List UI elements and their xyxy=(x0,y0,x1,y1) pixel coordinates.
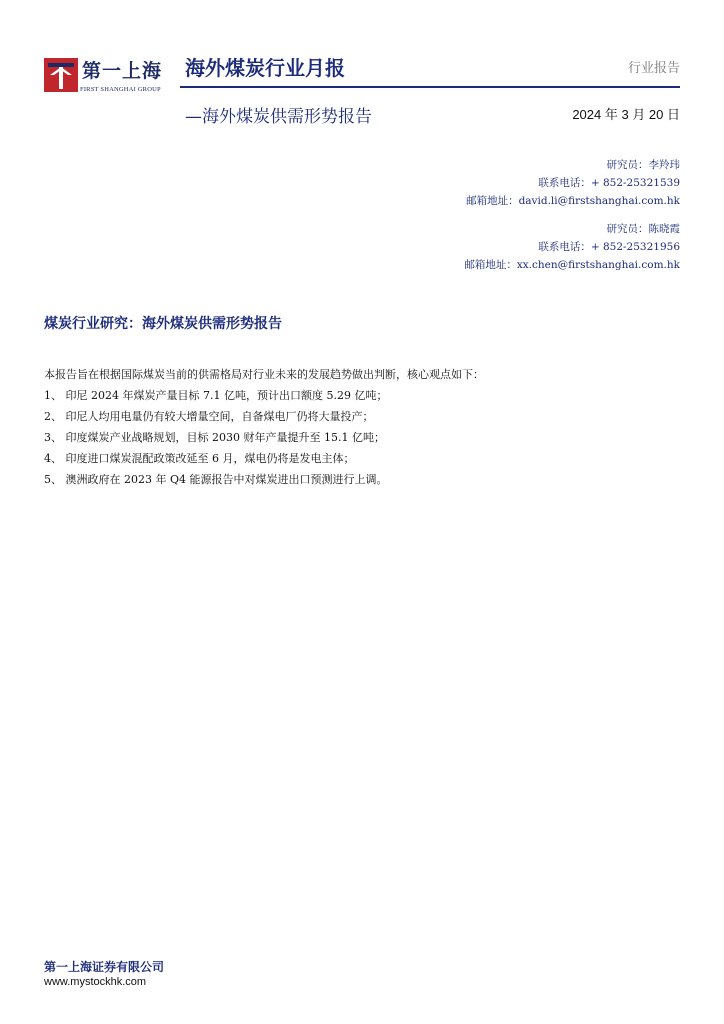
list-item: 5、 澳洲政府在 2023 年 Q4 能源报告中对煤炭进出口预测进行上调。 xyxy=(44,473,388,486)
report-title: 海外煤炭行业月报 xyxy=(185,56,345,80)
logo-chinese-name: 第一上海 xyxy=(82,60,163,82)
list-item: 1、 印尼 2024 年煤炭产量目标 7.1 亿吨，预计出口额度 5.29 亿吨； xyxy=(44,389,388,402)
list-item: 3、 印度煤炭产业战略规划，目标 2030 财年产量提升至 15.1 亿吨； xyxy=(44,431,385,444)
analyst-phone: 联系电话：+ 852-25321956 xyxy=(538,241,680,253)
analyst-block xyxy=(464,156,680,210)
list-item: 2、 印尼人均用电量仍有较大增量空间，自备煤电厂仍将大量投产； xyxy=(44,410,374,423)
analyst-email[interactable]: 邮箱地址：xx.chen@firstshanghai.com.hk xyxy=(464,259,680,271)
report-type-label: 行业报告 xyxy=(627,61,680,76)
analyst-block xyxy=(464,220,680,274)
analyst-name: 研究员：陈晓霞 xyxy=(606,223,680,235)
company-logo xyxy=(44,56,174,102)
logo-english-name: FIRST SHANGHAI GROUP xyxy=(80,86,161,93)
analyst-email[interactable]: 邮箱地址：david.li@firstshanghai.com.hk xyxy=(466,195,680,207)
intro-paragraph: 本报告旨在根据国际煤炭当前的供需格局对行业未来的发展趋势做出判断，核心观点如下： xyxy=(44,368,484,381)
report-date: 2024 年 3 月 20 日 xyxy=(572,107,680,122)
footer-website-link[interactable]: www.mystockhk.com xyxy=(44,976,147,988)
header-divider xyxy=(180,86,680,88)
analyst-phone: 联系电话：+ 852-25321539 xyxy=(538,177,680,189)
analyst-name: 研究员：李羚玮 xyxy=(606,159,680,171)
key-points xyxy=(44,364,484,490)
footer-company: 第一上海证券有限公司 xyxy=(44,960,165,974)
logo-mark-icon xyxy=(44,58,78,92)
section-title: 煤炭行业研究：海外煤炭供需形势报告 xyxy=(44,316,282,332)
analyst-contacts xyxy=(464,156,680,284)
report-subtitle: —海外煤炭供需形势报告 xyxy=(185,107,372,127)
list-item: 4、 印度进口煤炭混配政策改延至 6 月，煤电仍将是发电主体； xyxy=(44,452,355,465)
